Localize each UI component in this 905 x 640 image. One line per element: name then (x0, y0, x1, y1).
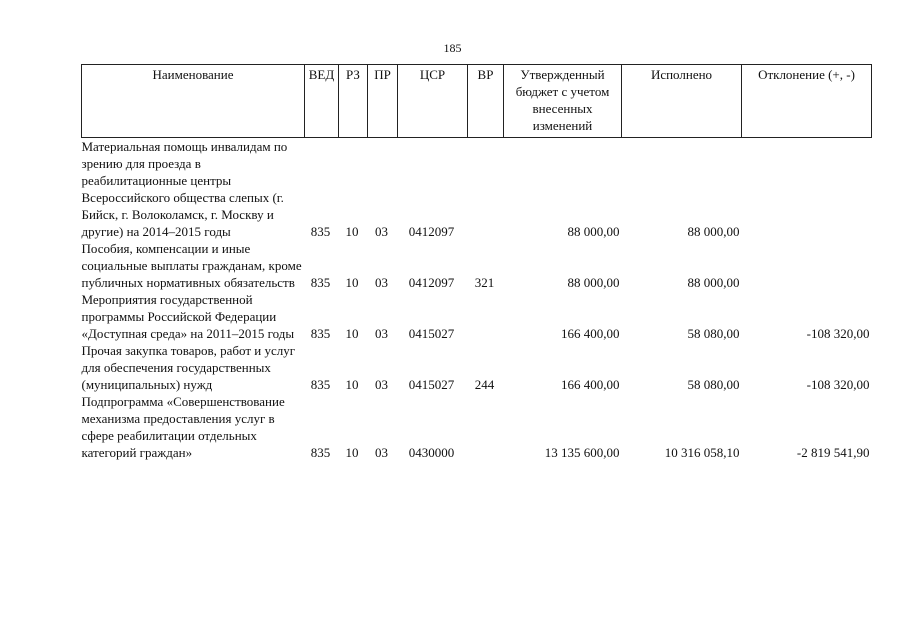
row-executed: 10 316 058,10 (664, 445, 740, 460)
row-csr: 0412097 (408, 224, 455, 239)
row-name: Мероприятия государственной программы Российской Федерации «Доступная среда» на 2011–2015 годы (81, 292, 295, 341)
row-deviation (742, 240, 872, 291)
row-approved: 88 000,00 (567, 224, 620, 239)
row-vr (468, 291, 504, 342)
row-deviation (742, 138, 872, 241)
row-pr: 03 (375, 275, 388, 290)
row-vr (468, 393, 504, 461)
row-pr: 03 (375, 445, 388, 460)
row-pr: 03 (375, 377, 388, 392)
row-pr: 03 (375, 224, 388, 239)
row-ved: 835 (310, 445, 331, 460)
row-vr (468, 138, 504, 241)
row-name: Пособия, компенсации и иные социальные выплаты гражданам, кроме публичных нормативных обязательств (81, 241, 302, 290)
row-name: Подпрограмма «Совершенствование механизма предоставления услуг в сфере реабилитации отдельных категорий граждан» (81, 394, 285, 460)
row-deviation: -108 320,00 (806, 377, 870, 392)
page-number: 185 (443, 41, 462, 55)
row-executed: 88 000,00 (687, 224, 740, 239)
row-approved: 166 400,00 (561, 326, 620, 341)
header-executed: Исполнено (622, 65, 742, 138)
table-row (82, 342, 872, 393)
row-csr: 0415027 (408, 377, 455, 392)
table-row (82, 138, 872, 241)
row-name: Прочая закупка товаров, работ и услуг для обеспечения государственных (муниципальных) нужд (81, 343, 296, 392)
row-vr: 244 (474, 377, 495, 392)
row-deviation: -2 819 541,90 (796, 445, 870, 460)
row-rz: 10 (345, 377, 359, 392)
row-rz: 10 (345, 275, 359, 290)
row-rz: 10 (345, 224, 359, 239)
row-csr: 0430000 (408, 445, 455, 460)
table-row (82, 291, 872, 342)
row-rz: 10 (345, 445, 359, 460)
budget-table (81, 64, 872, 461)
row-ved: 835 (310, 326, 331, 341)
row-executed: 58 080,00 (687, 377, 740, 392)
row-csr: 0412097 (408, 275, 455, 290)
row-csr: 0415027 (408, 326, 455, 341)
header-deviation: Отклонение (+, -) (742, 65, 872, 138)
row-ved: 835 (310, 275, 331, 290)
row-approved: 88 000,00 (567, 275, 620, 290)
row-deviation: -108 320,00 (806, 326, 870, 341)
row-executed: 58 080,00 (687, 326, 740, 341)
row-ved: 835 (310, 224, 331, 239)
table-row (82, 240, 872, 291)
header-rz: РЗ (339, 65, 368, 138)
row-vr: 321 (474, 275, 495, 290)
header-approved: Утвержденный бюджет с учетом внесенных изменений (504, 65, 622, 138)
header-pr: ПР (368, 65, 398, 138)
row-rz: 10 (345, 326, 359, 341)
header-csr: ЦСР (398, 65, 468, 138)
header-ved: ВЕД (305, 65, 339, 138)
row-executed: 88 000,00 (687, 275, 740, 290)
row-ved: 835 (310, 377, 331, 392)
header-name: Наименование (82, 65, 305, 138)
row-pr: 03 (375, 326, 388, 341)
header-row (82, 65, 872, 138)
table-row (82, 393, 872, 461)
row-name: Материальная помощь инвалидам по зрению для проезда в реабилитационные центры Всероссийского общества слепых (г. Бийск, г. Волоколамск, г. Москву и другие) на 2014–2015 годы (81, 139, 288, 239)
row-approved: 166 400,00 (561, 377, 620, 392)
header-vr: ВР (468, 65, 504, 138)
row-approved: 13 135 600,00 (544, 445, 620, 460)
